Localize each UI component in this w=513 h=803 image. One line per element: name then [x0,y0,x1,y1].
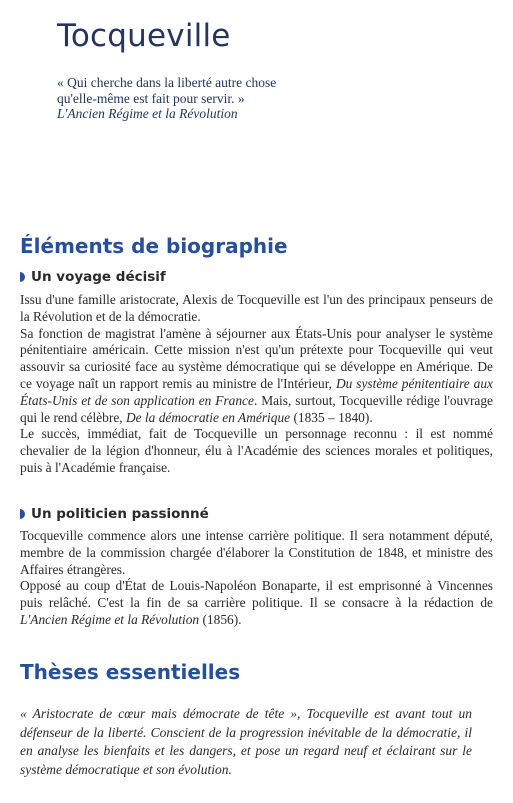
page-title: Tocqueville [57,18,231,54]
section-heading-voyage-label: Un voyage décisif [31,269,166,285]
paragraph: Tocqueville commence alors une intense carrière politique. Il sera notamment député, membre de la commission chargée d'élaborer la Constitution de 1848, et ministre des Affaires étrangères. [20,528,493,577]
book-title: De la démocratie en Amérique [125,409,291,425]
theses-heading: Thèses essentielles [20,660,241,684]
book-title: Du système pénitentiaire aux États-Unis et de son application en France [20,375,493,408]
paragraph: Le succès, immédiat, fait de Tocqueville un personnage reconnu : il est nommé chevalier de la légion d'honneur, élu à l'Académie des sciences morales et politiques, puis à l'Académie française. [20,426,493,475]
theses-text: « Aristocrate de cœur mais démocrate de tête », Tocqueville est avant tout un défenseur de la liberté. Conscient de la progression inévitable de la démocratie, il en analyse les bienfaits et les dangers, et pose un regard neuf et éclairant sur le système démocratique et son évolution. [20,706,472,777]
section-marker-icon [20,272,25,282]
epigraph-source: L'Ancien Régime et la Révolution [57,106,238,121]
paragraph: Opposé au coup d'État de Louis-Napoléon Bonaparte, il est emprisonné à Vincennes puis relâché. C'est la fin de sa carrière politique. Il se consacre à la rédaction de L'Ancien Régime et la Révolution (1856). [20,578,493,627]
paragraph: Issu d'une famille aristocrate, Alexis de Tocqueville est l'un des principaux penseurs de la Révolution et de la démocratie. [20,292,493,324]
epigraph [57,75,347,122]
section-voyage-body [20,292,493,477]
section-politicien-body [20,528,493,629]
paragraph: Sa fonction de magistrat l'amène à séjourner aux États-Unis pour analyser le système pénitentiaire américain. Cette mission n'est qu'un prétexte pour Tocqueville qui veut assouvir sa curiosité face au système démocratique qui se développe en Amérique. De ce voyage naît un rapport remis au ministre de l'Intérieur, Du système pénitentiaire aux États-Unis et de son application en France. Mais, surtout, Tocqueville rédige l'ouvrage qui le rend célèbre, De la démocratie en Amérique (1835 – 1840). [20,325,493,425]
epigraph-line-1: « Qui cherche dans la liberté autre chose [57,75,277,90]
section-heading-politicien [20,506,209,522]
section-heading-politicien-label: Un politicien passionné [31,506,209,522]
book-title: L'Ancien Régime et la Révolution [20,611,200,627]
section-heading-voyage [20,269,166,285]
biography-heading: Éléments de biographie [20,234,288,258]
section-marker-icon [20,509,25,519]
epigraph-line-2: qu'elle-même est fait pour servir. » [57,90,245,106]
